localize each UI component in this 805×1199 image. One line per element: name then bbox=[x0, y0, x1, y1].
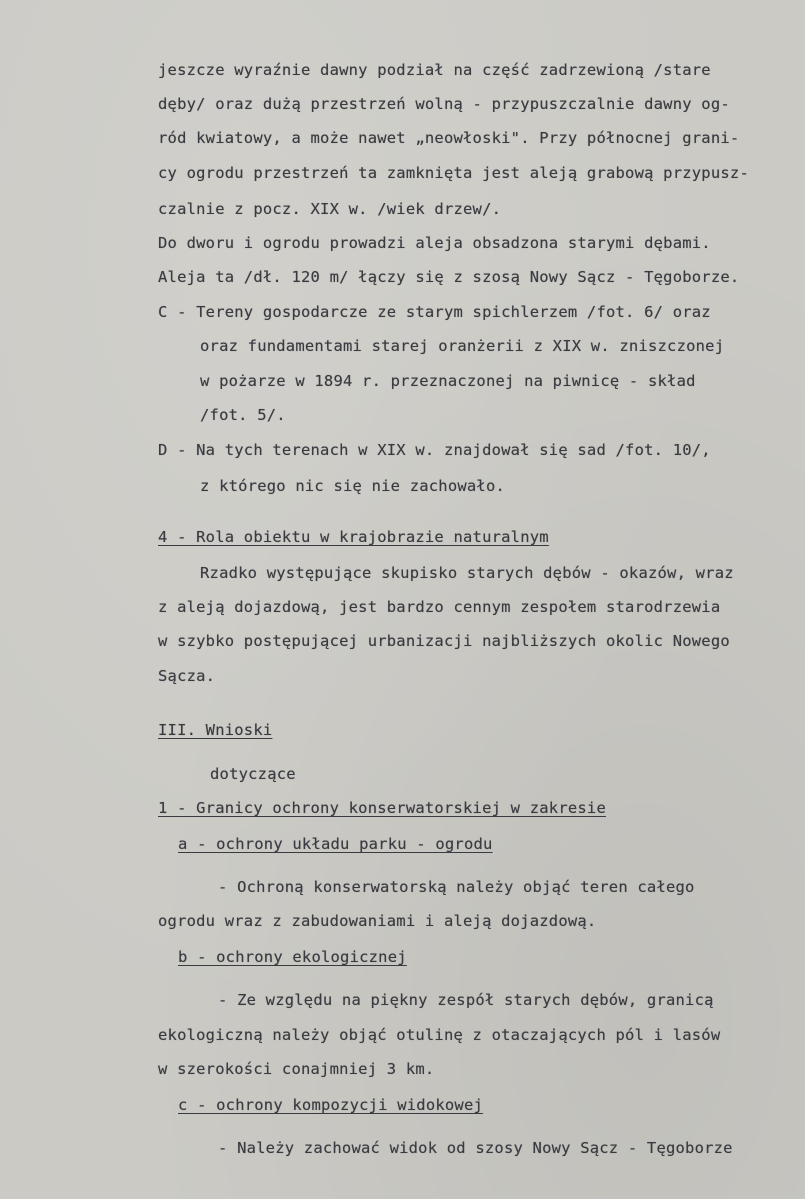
section-heading: 4 - Rola obiektu w krajobrazie naturalnym bbox=[158, 528, 549, 546]
text-line: ogrodu wraz z zabudowaniami i aleją dojazdową. bbox=[158, 912, 597, 930]
text-line: w szybko postępującej urbanizacji najbliższych okolic Nowego bbox=[158, 632, 730, 650]
subsection-heading: c - ochrony kompozycji widokowej bbox=[178, 1096, 484, 1114]
text-line: Aleja ta /dł. 120 m/ łączy się z szosą Nowy Sącz - Tęgoborze. bbox=[158, 268, 740, 286]
text-line: jeszcze wyraźnie dawny podział na część zadrzewioną /stare bbox=[158, 61, 711, 79]
text-line: - Ochroną konserwatorską należy objąć teren całego bbox=[218, 878, 695, 896]
text-line: czalnie z pocz. XIX w. /wiek drzew/. bbox=[158, 200, 502, 218]
text-line: C - Tereny gospodarcze ze starym spichlerzem /fot. 6/ oraz bbox=[158, 303, 711, 321]
text-line: Sącza. bbox=[158, 667, 216, 685]
text-line: D - Na tych terenach w XIX w. znajdował się sad /fot. 10/, bbox=[158, 441, 711, 459]
text-line: oraz fundamentami starej oranżerii z XIX w. zniszczonej bbox=[200, 337, 725, 355]
text-line: Do dworu i ogrodu prowadzi aleja obsadzona starymi dębami. bbox=[158, 234, 711, 252]
text-line: /fot. 5/. bbox=[200, 406, 286, 424]
text-line: z którego nic się nie zachowało. bbox=[200, 477, 506, 495]
subsection-heading: b - ochrony ekologicznej bbox=[178, 948, 407, 966]
text-line: ekologiczną należy objąć otulinę z otaczających pól i lasów bbox=[158, 1026, 721, 1044]
text-line: - Ze względu na piękny zespół starych dębów, granicą bbox=[218, 991, 714, 1009]
text-line: Rzadko występujące skupisko starych dębów - okazów, wraz bbox=[200, 564, 734, 582]
text-line: dęby/ oraz dużą przestrzeń wolną - przypuszczalnie dawny og- bbox=[158, 95, 730, 113]
text-line: ród kwiatowy, a może nawet „neowłoski". Przy północnej grani- bbox=[158, 129, 740, 147]
subsection-heading: a - ochrony układu parku - ogrodu bbox=[178, 835, 493, 853]
text-line: z aleją dojazdową, jest bardzo cennym zespołem starodrzewia bbox=[158, 598, 721, 616]
text-line: dotyczące bbox=[210, 765, 296, 783]
section-heading: 1 - Granicy ochrony konserwatorskiej w zakresie bbox=[158, 799, 606, 817]
chapter-heading: III. Wnioski bbox=[158, 721, 273, 739]
text-line: w szerokości conajmniej 3 km. bbox=[158, 1060, 435, 1078]
text-line: cy ogrodu przestrzeń ta zamknięta jest aleją grabową przypusz- bbox=[158, 164, 749, 182]
text-line: - Należy zachować widok od szosy Nowy Sącz - Tęgoborze bbox=[218, 1139, 733, 1157]
text-line: w pożarze w 1894 r. przeznaczonej na piwnicę - skład bbox=[200, 372, 696, 390]
